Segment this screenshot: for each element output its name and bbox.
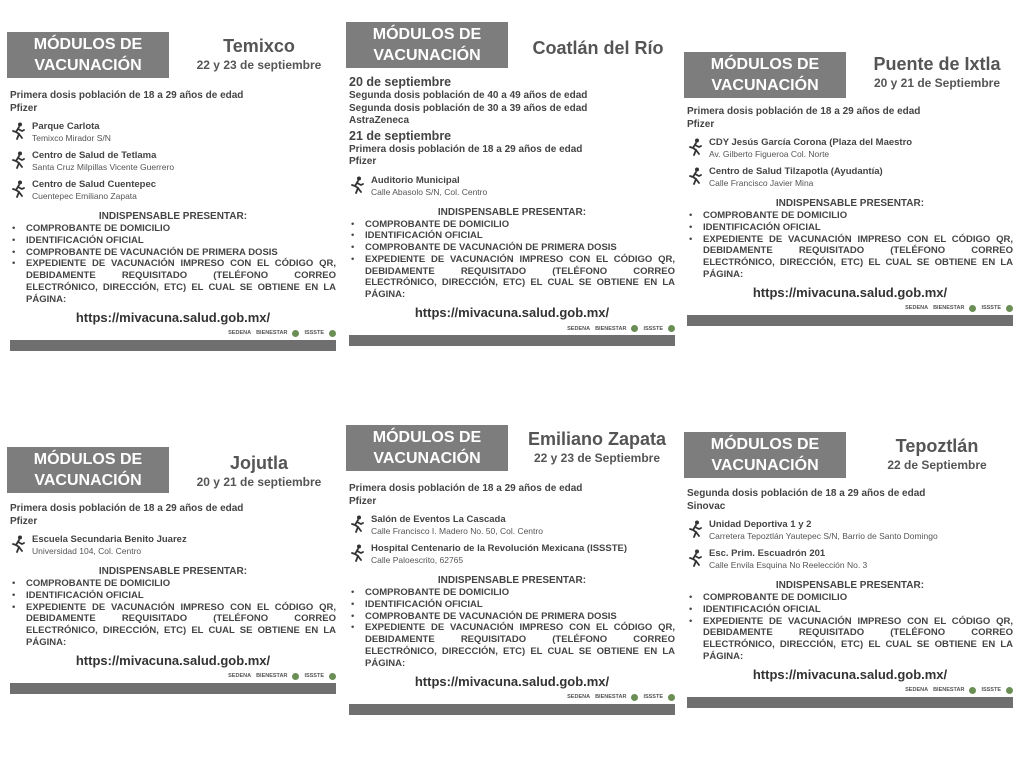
site-name: Parque Carlota xyxy=(32,121,100,132)
requirement-item: • COMPROBANTE DE DOMICILIO xyxy=(26,223,336,235)
badge: MÓDULOS DE VACUNACIÓN xyxy=(7,32,169,78)
requirement-item: • IDENTIFICACIÓN OFICIAL xyxy=(703,222,1013,234)
footer-bar xyxy=(349,704,675,715)
requirement-item: • COMPROBANTE DE DOMICILIO xyxy=(703,210,1013,222)
site-address: Calle Francisco Javier Mina xyxy=(709,178,814,188)
location: Puente de Ixtla 20 y 21 de Septiembre xyxy=(873,54,1001,90)
site-address: Calle Paloescrito, 62765 xyxy=(371,555,464,565)
logo-issste: ISSSTE xyxy=(643,325,663,332)
sponsor-logos xyxy=(349,324,675,333)
site-name: Auditorio Municipal xyxy=(371,174,460,186)
seal-icon xyxy=(1006,687,1013,694)
requirements-list xyxy=(349,219,675,302)
seal-icon xyxy=(292,330,299,337)
card-emiliano-zapata xyxy=(346,423,678,715)
intro-line: Segunda dosis población de 18 a 29 años de edad xyxy=(687,488,926,499)
card-jojutla xyxy=(7,445,339,694)
site-item xyxy=(687,137,1013,160)
requirements-title: INDISPENSABLE PRESENTAR: xyxy=(98,211,248,222)
site-address: Cuentepec Emiliano Zapata xyxy=(32,191,137,201)
intro xyxy=(349,74,675,169)
logo-bienestar: BIENESTAR xyxy=(933,305,965,312)
seal-icon xyxy=(969,687,976,694)
logo-issste: ISSSTE xyxy=(643,694,663,701)
intro xyxy=(687,488,1013,513)
intro-line: AstraZeneca xyxy=(349,115,410,126)
vaccine-url-link[interactable]: https://mivacuna.salud.gob.mx/ xyxy=(414,305,610,321)
card-coatlan xyxy=(346,18,678,346)
logo-sedena: SEDENA xyxy=(228,330,252,337)
site-address: Calle Francisco I. Madero No. 50, Col. Centro xyxy=(371,526,543,536)
intro-line: Pfizer xyxy=(687,118,715,130)
site-item xyxy=(687,548,1013,571)
logo-issste: ISSSTE xyxy=(981,305,1001,312)
runner-icon xyxy=(349,544,365,562)
requirement-item: • EXPEDIENTE DE VACUNACIÓN IMPRESO CON EL CÓDIGO QR, DEBIDAMENTE REQUISITADO (TELÉFONO CORREO ELECTRÓNICO, DIRECCIÓN, ETC) EL CUAL SE OBTIENE EN LA PÁGINA: xyxy=(26,258,336,305)
logo-issste: ISSSTE xyxy=(981,687,1001,694)
badge: MÓDULOS DE VACUNACIÓN xyxy=(7,447,169,493)
requirement-item: • IDENTIFICACIÓN OFICIAL xyxy=(26,235,336,247)
footer-bar xyxy=(687,697,1013,708)
requirement-item: • COMPROBANTE DE DOMICILIO xyxy=(26,578,336,590)
runner-icon xyxy=(10,122,26,140)
seal-icon xyxy=(329,673,336,680)
location: Jojutla 20 y 21 de septiembre xyxy=(196,453,322,489)
location: Coatlán del Río xyxy=(532,38,664,58)
logo-sedena: SEDENA xyxy=(905,687,929,694)
site-name: Unidad Deportiva 1 y 2 xyxy=(709,519,812,530)
site-address: Av. Gilberto Figueroa Col. Norte xyxy=(709,149,830,159)
runner-icon xyxy=(687,520,703,538)
site-item xyxy=(349,543,675,566)
logo-bienestar: BIENESTAR xyxy=(933,687,965,694)
badge: MÓDULOS DE VACUNACIÓN xyxy=(684,432,846,478)
logo-sedena: SEDENA xyxy=(567,325,591,332)
intro-line: 21 de septiembre xyxy=(349,128,452,143)
intro-line: Pfizer xyxy=(349,156,377,167)
requirements-title: INDISPENSABLE PRESENTAR: xyxy=(98,566,248,577)
logo-bienestar: BIENESTAR xyxy=(256,673,288,680)
site-name: Salón de Eventos La Cascada xyxy=(371,514,506,525)
intro xyxy=(349,483,675,508)
seal-icon xyxy=(668,325,675,332)
card-puente-de-ixtla xyxy=(684,50,1016,326)
intro-line: Primera dosis población de 18 a 29 años de edad xyxy=(687,106,921,117)
intro-line: Primera dosis población de 18 a 29 años de edad xyxy=(10,90,244,101)
requirements-title: INDISPENSABLE PRESENTAR: xyxy=(775,580,925,591)
requirement-item: • IDENTIFICACIÓN OFICIAL xyxy=(365,230,675,242)
runner-icon xyxy=(687,549,703,567)
site-name: CDY Jesús García Corona (Plaza del Maestro xyxy=(709,137,913,148)
site-item xyxy=(349,175,675,198)
sponsor-logos xyxy=(687,304,1013,313)
card-temixco xyxy=(7,30,339,351)
location: Tepoztlán 22 de Septiembre xyxy=(887,436,987,472)
site-name: Centro de Salud de Tetlama xyxy=(32,150,157,161)
site-name: Centro de Salud Cuentepec xyxy=(32,179,157,190)
badge: MÓDULOS DE VACUNACIÓN xyxy=(346,425,508,471)
site-item xyxy=(349,514,675,537)
requirement-item: • EXPEDIENTE DE VACUNACIÓN IMPRESO CON EL CÓDIGO QR, DEBIDAMENTE REQUISITADO (TELÉFONO CORREO ELECTRÓNICO, DIRECCIÓN, ETC) EL CUAL SE OBTIENE EN LA PÁGINA: xyxy=(703,234,1013,281)
vaccine-url-link[interactable]: https://mivacuna.salud.gob.mx/ xyxy=(75,652,271,668)
requirement-item: • IDENTIFICACIÓN OFICIAL xyxy=(703,604,1013,616)
requirements-list xyxy=(687,210,1013,281)
requirement-item: • IDENTIFICACIÓN OFICIAL xyxy=(365,599,675,611)
requirement-item: • EXPEDIENTE DE VACUNACIÓN IMPRESO CON EL CÓDIGO QR, DEBIDAMENTE REQUISITADO (TELÉFONO CORREO ELECTRÓNICO, DIRECCIÓN, ETC) EL CUAL SE OBTIENE EN LA PÁGINA: xyxy=(703,616,1013,663)
requirements-title: INDISPENSABLE PRESENTAR: xyxy=(437,575,587,586)
footer-bar xyxy=(10,683,336,694)
intro-line: Pfizer xyxy=(10,102,38,114)
requirement-item: • COMPROBANTE DE VACUNACIÓN DE PRIMERA DOSIS xyxy=(26,247,336,259)
site-address: Calle Envila Esquina No Reelección No. 3 xyxy=(709,560,868,570)
requirement-item: • EXPEDIENTE DE VACUNACIÓN IMPRESO CON EL CÓDIGO QR, DEBIDAMENTE REQUISITADO (TELÉFONO CORREO ELECTRÓNICO, DIRECCIÓN, ETC) EL CUAL SE OBTIENE EN LA PÁGINA: xyxy=(26,602,336,649)
site-name: Centro de Salud Tilzapotla (Ayudantía) xyxy=(709,166,883,177)
footer-bar xyxy=(349,335,675,346)
site-item xyxy=(687,519,1013,542)
logo-sedena: SEDENA xyxy=(905,305,929,312)
intro-line: Primera dosis población de 18 a 29 años de edad xyxy=(349,143,583,155)
seal-icon xyxy=(292,673,299,680)
seal-icon xyxy=(631,694,638,701)
requirements-list xyxy=(349,587,675,670)
runner-icon xyxy=(349,176,365,194)
footer-bar xyxy=(687,315,1013,326)
requirements-list xyxy=(10,223,336,306)
site-item xyxy=(10,534,336,557)
intro-line: Primera dosis población de 18 a 29 años de edad xyxy=(10,503,244,514)
runner-icon xyxy=(10,535,26,553)
seal-icon xyxy=(668,694,675,701)
location: Emiliano Zapata 22 y 23 de Septiembre xyxy=(527,429,667,465)
intro xyxy=(687,106,1013,131)
intro-line: Primera dosis población de 18 a 29 años de edad xyxy=(349,483,583,494)
intro-line: Pfizer xyxy=(349,495,377,507)
logo-issste: ISSSTE xyxy=(304,330,324,337)
site-name: Hospital Centenario de la Revolución Mexicana (ISSSTE) xyxy=(371,543,628,554)
logo-bienestar: BIENESTAR xyxy=(595,694,627,701)
requirement-item: • EXPEDIENTE DE VACUNACIÓN IMPRESO CON EL CÓDIGO QR, DEBIDAMENTE REQUISITADO (TELÉFONO CORREO ELECTRÓNICO, DIRECCIÓN, ETC) EL CUAL SE OBTIENE EN LA PÁGINA: xyxy=(365,622,675,669)
intro-line: 20 de septiembre xyxy=(349,75,452,89)
requirement-item: • COMPROBANTE DE DOMICILIO xyxy=(703,592,1013,604)
requirement-item: • COMPROBANTE DE VACUNACIÓN DE PRIMERA DOSIS xyxy=(365,611,675,623)
vaccine-url-link[interactable]: https://mivacuna.salud.gob.mx/ xyxy=(752,284,948,300)
site-item xyxy=(10,150,336,173)
logo-sedena: SEDENA xyxy=(567,694,591,701)
site-address: Temixco Mirador S/N xyxy=(32,133,111,143)
requirements-title: INDISPENSABLE PRESENTAR: xyxy=(775,198,925,209)
seal-icon xyxy=(329,330,336,337)
vaccine-url-link[interactable]: https://mivacuna.salud.gob.mx/ xyxy=(752,666,948,682)
location: Temixco 22 y 23 de septiembre xyxy=(196,36,322,72)
seal-icon xyxy=(969,305,976,312)
logo-sedena: SEDENA xyxy=(228,673,252,680)
requirements-list xyxy=(10,578,336,649)
intro-line: Pfizer xyxy=(10,515,38,527)
intro-line: Sinovac xyxy=(687,500,726,512)
site-name: Escuela Secundaria Benito Juarez xyxy=(32,534,187,545)
runner-icon xyxy=(687,167,703,185)
card-tepoztlan xyxy=(684,430,1016,708)
logo-bienestar: BIENESTAR xyxy=(256,330,288,337)
logo-issste: ISSSTE xyxy=(304,673,324,680)
badge: MÓDULOS DE VACUNACIÓN xyxy=(684,52,846,98)
intro-line: Segunda dosis población de 40 a 49 años de edad xyxy=(349,90,588,101)
logo-bienestar: BIENESTAR xyxy=(595,325,627,332)
runner-icon xyxy=(10,151,26,169)
requirement-item: • IDENTIFICACIÓN OFICIAL xyxy=(26,590,336,602)
sponsor-logos xyxy=(349,693,675,702)
intro-line: Segunda dosis población de 30 a 39 años de edad xyxy=(349,102,588,114)
seal-icon xyxy=(631,325,638,332)
sponsor-logos xyxy=(10,672,336,681)
site-item xyxy=(687,166,1013,189)
sponsor-logos xyxy=(10,329,336,338)
seal-icon xyxy=(1006,305,1013,312)
site-address: Calle Abasolo S/N, Col. Centro xyxy=(371,186,488,197)
runner-icon xyxy=(10,180,26,198)
requirements-title: INDISPENSABLE PRESENTAR: xyxy=(437,206,587,218)
site-address: Universidad 104, Col. Centro xyxy=(32,546,142,556)
runner-icon xyxy=(687,138,703,156)
vaccine-url-link[interactable]: https://mivacuna.salud.gob.mx/ xyxy=(414,673,610,689)
runner-icon xyxy=(349,515,365,533)
site-item xyxy=(10,179,336,202)
vaccine-url-link[interactable]: https://mivacuna.salud.gob.mx/ xyxy=(75,309,271,325)
intro xyxy=(10,90,336,115)
site-item xyxy=(10,121,336,144)
requirement-item: • EXPEDIENTE DE VACUNACIÓN IMPRESO CON EL CÓDIGO QR, DEBIDAMENTE REQUISITADO (TELÉFONO CORREO ELECTRÓNICO, DIRECCIÓN, ETC) EL CUAL SE OBTIENE EN LA PÁGINA: xyxy=(365,254,675,301)
requirement-item: • COMPROBANTE DE DOMICILIO xyxy=(365,587,675,599)
requirement-item: • COMPROBANTE DE VACUNACIÓN DE PRIMERA DOSIS xyxy=(365,242,675,254)
requirement-item: • COMPROBANTE DE DOMICILIO xyxy=(365,219,675,231)
badge: MÓDULOS DE VACUNACIÓN xyxy=(346,22,508,68)
requirements-list xyxy=(687,592,1013,663)
site-name: Esc. Prim. Escuadrón 201 xyxy=(709,548,826,559)
sponsor-logos xyxy=(687,686,1013,695)
site-address: Santa Cruz Milpillas Vicente Guerrero xyxy=(32,162,175,172)
site-address: Carretera Tepoztlán Yautepec S/N, Barrio de Santo Domingo xyxy=(709,531,938,541)
intro xyxy=(10,503,336,528)
footer-bar xyxy=(10,340,336,351)
